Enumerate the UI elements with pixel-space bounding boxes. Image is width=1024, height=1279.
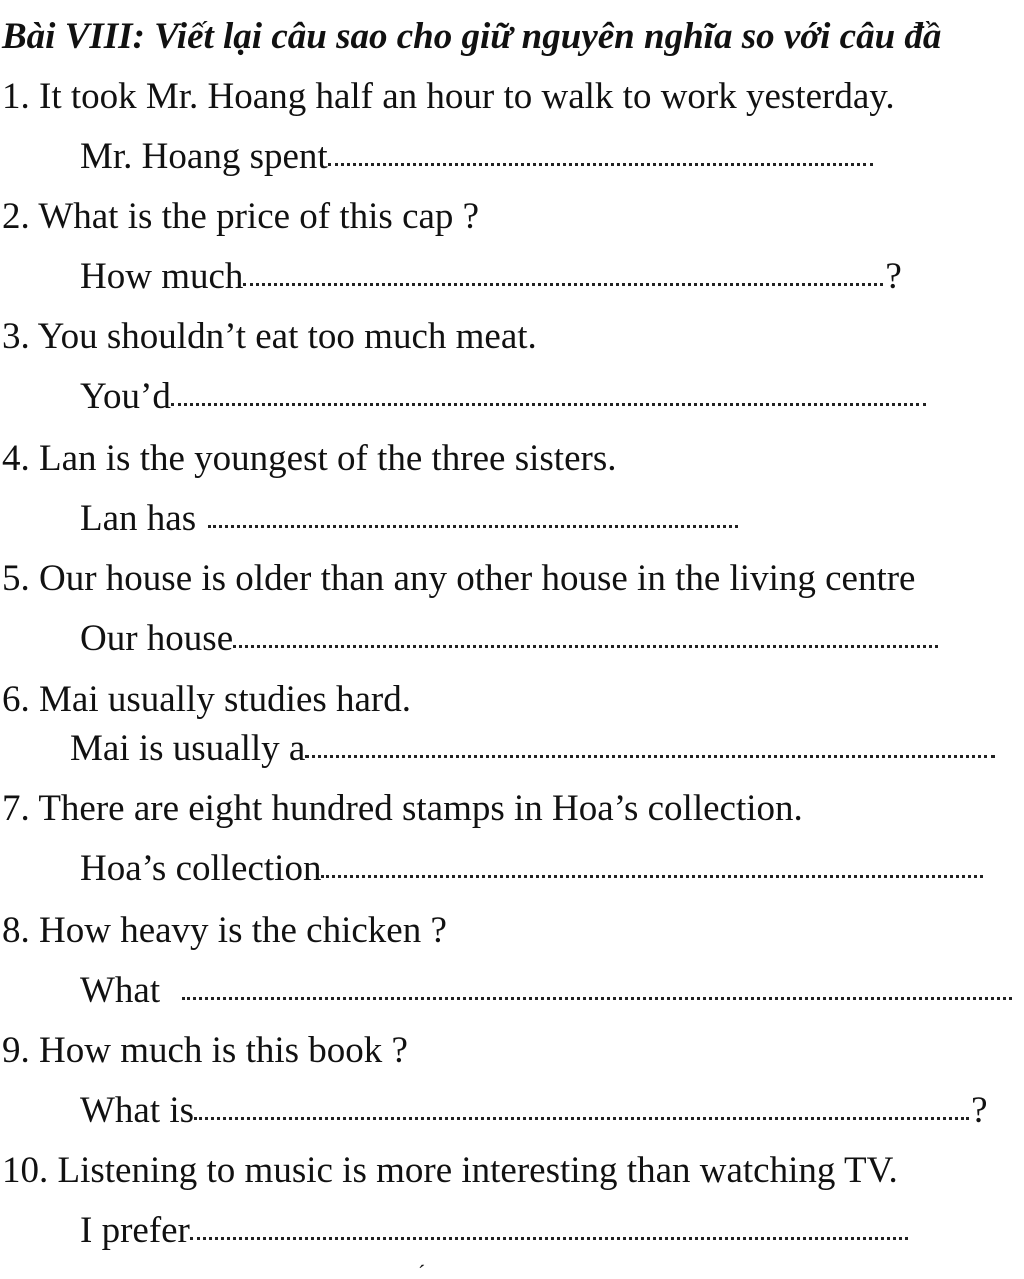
answer-line-4 [80,500,738,537]
answer-suffix-9: ? [971,1090,988,1131]
answer-line-10 [80,1212,908,1249]
question-8: 8. How heavy is the chicken ? [2,910,447,951]
answer-line-3 [80,378,926,415]
answer-prompt-4: Lan has [80,498,197,539]
answer-line-9 [80,1092,988,1129]
answer-blank-2[interactable] [243,283,883,286]
question-6: 6. Mai usually studies hard. [2,679,412,720]
answer-suffix-2: ? [885,256,902,297]
answer-blank-7[interactable] [321,875,983,878]
answer-line-5 [80,620,938,657]
answer-blank-8[interactable] [182,997,1012,1000]
answer-line-8 [80,972,1012,1009]
answer-prompt-8: What [80,970,161,1011]
question-3: 3. You shouldn’t eat too much meat. [2,316,537,357]
question-10: 10. Listening to music is more interesting than watching TV. [2,1150,898,1191]
answer-prompt-3: You’d [80,376,171,417]
answer-prompt-2: How much [80,256,244,297]
stray-accent-mark: ´ [418,1260,426,1279]
answer-prompt-10: I prefer [80,1210,190,1251]
question-4: 4. Lan is the youngest of the three sisters. [2,438,617,479]
answer-line-6 [70,730,995,767]
answer-blank-9[interactable] [194,1117,969,1120]
answer-prompt-5: Our house [80,618,234,659]
exercise-title: Bài VIII: Viết lại câu sao cho giữ nguyên nghĩa so với câu đầ [2,16,942,57]
answer-blank-1[interactable] [328,163,873,166]
answer-blank-10[interactable] [190,1237,908,1240]
question-7: 7. There are eight hundred stamps in Hoa’s collection. [2,788,803,829]
question-2: 2. What is the price of this cap ? [2,196,480,237]
answer-blank-4[interactable] [208,525,738,528]
answer-prompt-7: Hoa’s collection [80,848,322,889]
question-1: 1. It took Mr. Hoang half an hour to walk to work yesterday. [2,76,895,117]
answer-prompt-1: Mr. Hoang spent [80,136,328,177]
answer-line-2 [80,258,902,295]
answer-blank-6[interactable] [305,755,995,758]
answer-line-1 [80,138,873,175]
answer-blank-5[interactable] [233,645,938,648]
answer-blank-3[interactable] [171,403,926,406]
answer-prompt-9: What is [80,1090,195,1131]
answer-prompt-6: Mai is usually a [70,728,306,769]
question-5: 5. Our house is older than any other house in the living centre [2,558,916,599]
answer-line-7 [80,850,983,887]
question-9: 9. How much is this book ? [2,1030,408,1071]
